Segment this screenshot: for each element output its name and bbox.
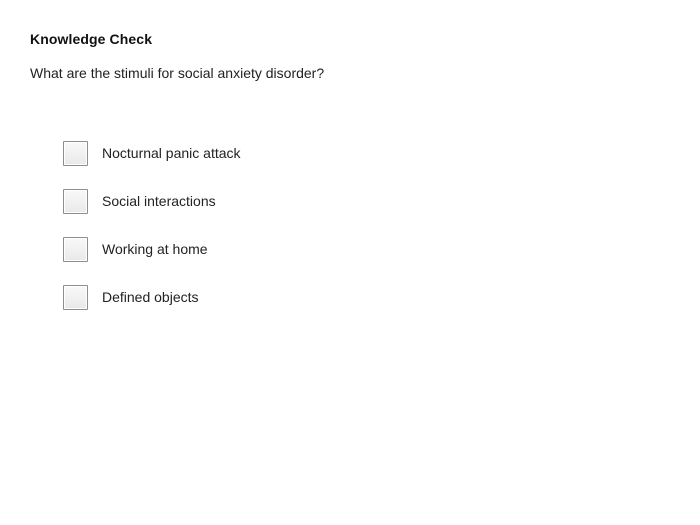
quiz-title: Knowledge Check (30, 31, 153, 47)
checkbox[interactable] (63, 285, 88, 310)
option-defined-objects[interactable] (63, 283, 483, 311)
option-label: Defined objects (102, 289, 199, 305)
option-working-at-home[interactable] (63, 235, 483, 263)
answer-options (63, 139, 483, 331)
question-text: What are the stimuli for social anxiety disorder? (30, 65, 325, 81)
option-nocturnal-panic-attack[interactable] (63, 139, 483, 167)
option-social-interactions[interactable] (63, 187, 483, 215)
checkbox[interactable] (63, 141, 88, 166)
option-label: Social interactions (102, 193, 216, 209)
option-label: Nocturnal panic attack (102, 145, 241, 161)
checkbox[interactable] (63, 189, 88, 214)
checkbox[interactable] (63, 237, 88, 262)
option-label: Working at home (102, 241, 208, 257)
